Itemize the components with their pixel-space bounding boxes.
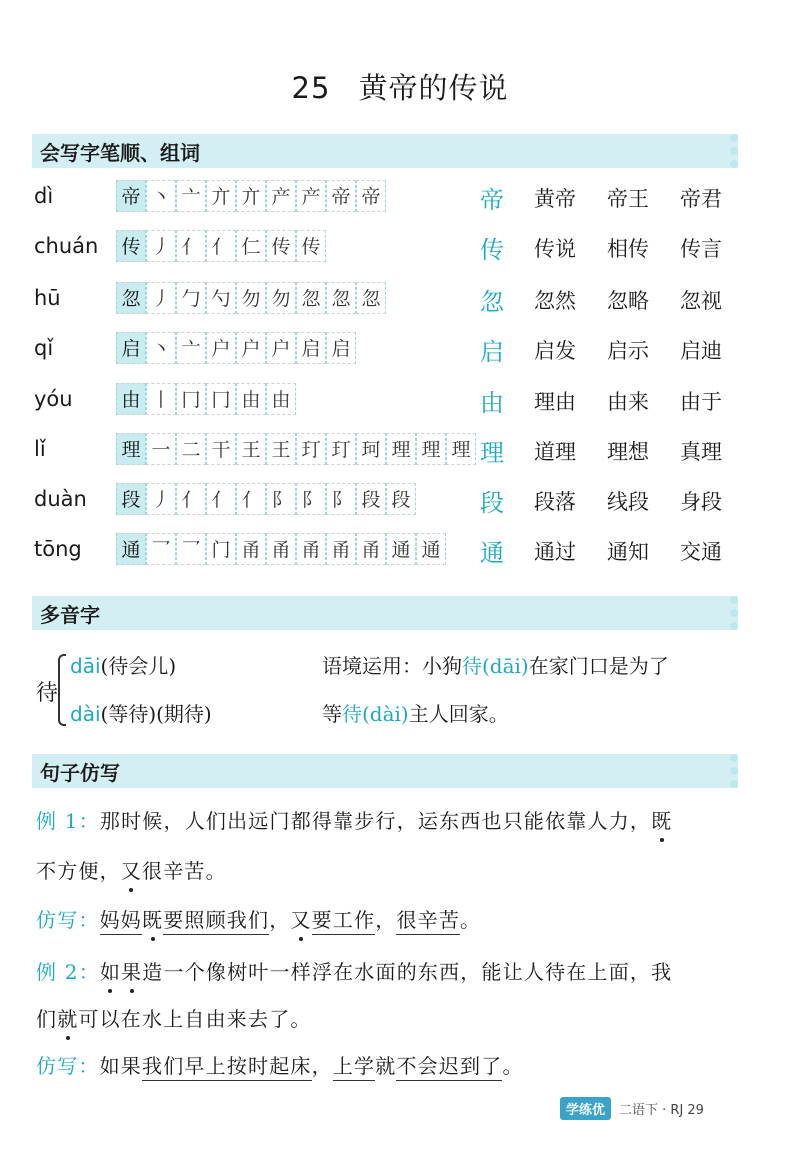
stroke-step: 亻 xyxy=(206,483,236,515)
reading-1-pinyin: dāi xyxy=(70,654,101,678)
word: 传说 xyxy=(534,237,576,261)
character-pinyin: duàn xyxy=(34,487,87,511)
example-1-line-2 xyxy=(36,855,227,884)
stroke-step: 忽 xyxy=(326,282,356,314)
stroke-step: 丶 xyxy=(146,332,176,364)
stroke-step: 阝 xyxy=(296,483,326,515)
stroke-target-char: 启 xyxy=(116,332,146,364)
word-group xyxy=(534,335,753,365)
stroke-step: 甬 xyxy=(326,533,356,565)
character-pinyin: dì xyxy=(34,184,54,208)
stroke-step: 理 xyxy=(416,433,446,465)
word: 身段 xyxy=(680,490,722,514)
character-large: 启 xyxy=(480,338,504,366)
stroke-step: 亻 xyxy=(206,230,236,262)
example-2-line-2 xyxy=(36,1003,312,1032)
lesson-number: 25 xyxy=(291,71,331,105)
stroke-step: 传 xyxy=(296,230,326,262)
word: 真理 xyxy=(680,440,722,464)
punct: ， xyxy=(311,1054,333,1078)
imitation-1-answer: 很辛苦 xyxy=(396,908,460,935)
stroke-step: 玎 xyxy=(326,433,356,465)
example-1-text: 很辛苦。 xyxy=(142,859,227,883)
keyword-ru: 如 xyxy=(99,960,122,984)
stroke-order xyxy=(116,180,386,212)
character-pinyin: chuán xyxy=(34,234,99,258)
word: 启迪 xyxy=(680,339,722,363)
stroke-step: 通 xyxy=(386,533,416,565)
stroke-step: 勿 xyxy=(236,282,266,314)
keyword-ji: 既 xyxy=(651,809,673,833)
imitation-2-text: 就 xyxy=(375,1054,397,1078)
word: 通过 xyxy=(534,540,576,564)
stroke-step: 传 xyxy=(266,230,296,262)
stroke-target-char: 忽 xyxy=(116,282,146,314)
section-writing xyxy=(32,134,738,168)
word: 启示 xyxy=(607,339,649,363)
character-row xyxy=(0,533,800,573)
keyword-jiu: 就 xyxy=(57,1007,79,1031)
stroke-step: 产 xyxy=(266,180,296,212)
stroke-step: 玎 xyxy=(296,433,326,465)
punct: 。 xyxy=(502,1054,524,1078)
keyword-you: 又 xyxy=(120,859,143,883)
stroke-step: 忽 xyxy=(356,282,386,314)
stroke-order xyxy=(116,332,356,364)
word: 帝王 xyxy=(607,187,649,211)
polyphone-reading-2 xyxy=(70,698,212,727)
character-row xyxy=(0,282,800,322)
section-writing-title: 会写字笔顺、组词 xyxy=(40,141,200,165)
stroke-step: 仁 xyxy=(236,230,266,262)
word: 由来 xyxy=(607,390,649,414)
stroke-step: 户 xyxy=(236,332,266,364)
stroke-step: 亻 xyxy=(176,230,206,262)
stroke-target-char: 段 xyxy=(116,483,146,515)
stroke-step: 甬 xyxy=(266,533,296,565)
punct: ， xyxy=(269,908,291,932)
keyword-guo: 果 xyxy=(121,960,143,984)
word: 理由 xyxy=(534,390,576,414)
stroke-step: 段 xyxy=(386,483,416,515)
word: 交通 xyxy=(680,540,722,564)
word: 道理 xyxy=(534,440,576,464)
example-2-label: 例 2： xyxy=(36,960,100,984)
word: 忽然 xyxy=(534,289,576,313)
section-imitation xyxy=(32,754,738,788)
stroke-step: 门 xyxy=(206,533,236,565)
stroke-step: 由 xyxy=(236,383,266,415)
usage-highlight-1: 待(dāi) xyxy=(462,654,529,678)
word-group xyxy=(534,486,753,516)
keyword-you: 又 xyxy=(290,908,312,932)
page-info: 二语下 · RJ 29 xyxy=(619,1103,704,1118)
stroke-step: 亠 xyxy=(176,332,206,364)
stroke-step: 亻 xyxy=(176,483,206,515)
imitation-2-answer: 我们早上按时起床 xyxy=(142,1054,312,1081)
word: 由于 xyxy=(680,390,722,414)
character-large: 忽 xyxy=(480,288,504,316)
imitation-1-label: 仿写： xyxy=(36,908,100,932)
character-row xyxy=(0,180,800,220)
word-group xyxy=(534,285,753,315)
imitation-2-answer: 上学 xyxy=(333,1054,375,1081)
stroke-step: 阝 xyxy=(326,483,356,515)
stroke-order xyxy=(116,433,476,465)
stroke-order xyxy=(116,483,416,515)
example-1-label: 例 1： xyxy=(36,809,100,833)
usage-text: 小狗 xyxy=(422,654,462,678)
polyphone-reading-1 xyxy=(70,650,176,679)
word: 忽视 xyxy=(680,289,722,313)
word-group xyxy=(534,386,753,416)
stroke-step: 乛 xyxy=(146,533,176,565)
stroke-order xyxy=(116,533,446,565)
stroke-step: 理 xyxy=(446,433,476,465)
stroke-step: 忽 xyxy=(296,282,326,314)
character-pinyin: yóu xyxy=(34,387,73,411)
word-group xyxy=(534,436,753,466)
character-pinyin: hū xyxy=(34,286,61,310)
character-large: 通 xyxy=(480,539,504,567)
imitation-2-answer: 不会迟到了 xyxy=(396,1054,502,1081)
word: 线段 xyxy=(607,490,649,514)
polyphone-bracket xyxy=(58,654,66,726)
stroke-order xyxy=(116,282,386,314)
stroke-step: 启 xyxy=(296,332,326,364)
stroke-target-char: 传 xyxy=(116,230,146,262)
stroke-step: 乛 xyxy=(176,533,206,565)
stroke-step: 丿 xyxy=(146,282,176,314)
usage-label: 语境运用： xyxy=(322,654,422,678)
reading-2-words: (等待)(期待) xyxy=(100,702,212,726)
stroke-step: 王 xyxy=(266,433,296,465)
example-1-text: 那时候，人们出远门都得靠步行，运东西也只能依靠人力， xyxy=(99,809,652,833)
polyphone-usage-line-1 xyxy=(322,650,669,679)
word-group xyxy=(534,536,753,566)
stroke-step: 珂 xyxy=(356,433,386,465)
reading-1-words: (待会儿) xyxy=(100,654,177,678)
example-1-line-1 xyxy=(36,805,672,834)
stroke-step: 王 xyxy=(236,433,266,465)
stroke-step: 干 xyxy=(206,433,236,465)
stroke-step: 冂 xyxy=(176,383,206,415)
character-large: 段 xyxy=(480,489,504,517)
section-imitation-title: 句子仿写 xyxy=(40,761,120,785)
stroke-step: 丶 xyxy=(146,180,176,212)
character-pinyin: qǐ xyxy=(34,336,54,360)
word-group xyxy=(534,233,753,263)
imitation-2-label: 仿写： xyxy=(36,1054,100,1078)
imitation-1-answer: 要照顾我们 xyxy=(163,908,269,935)
example-2-line-1 xyxy=(36,956,672,985)
polyphone-char: 待 xyxy=(36,681,59,706)
stroke-step: 二 xyxy=(176,433,206,465)
punct: 。 xyxy=(460,908,482,932)
stroke-step: 由 xyxy=(266,383,296,415)
imitation-1-answer: 妈妈 xyxy=(100,908,142,935)
lesson-name: 黄帝的传说 xyxy=(358,71,509,105)
stroke-step: 亻 xyxy=(236,483,266,515)
stroke-step: 甬 xyxy=(356,533,386,565)
stroke-order xyxy=(116,230,326,262)
character-row xyxy=(0,332,800,372)
word-group xyxy=(534,183,753,213)
stroke-target-char: 理 xyxy=(116,433,146,465)
character-pinyin: lǐ xyxy=(34,437,46,461)
stroke-step: 户 xyxy=(266,332,296,364)
stroke-step: 勹 xyxy=(176,282,206,314)
word: 传言 xyxy=(680,237,722,261)
imitation-1-answer: 要工作 xyxy=(312,908,376,935)
usage-text: 等 xyxy=(322,702,342,726)
word: 段落 xyxy=(534,490,576,514)
imitation-2-text: 如果 xyxy=(99,1054,143,1078)
usage-highlight-2: 待(dài) xyxy=(342,702,409,726)
stroke-step: 帝 xyxy=(356,180,386,212)
stroke-step: 冂 xyxy=(206,383,236,415)
character-row xyxy=(0,230,800,270)
stroke-step: 启 xyxy=(326,332,356,364)
word: 理想 xyxy=(607,440,649,464)
stroke-step: 甬 xyxy=(296,533,326,565)
word: 帝君 xyxy=(680,187,722,211)
stroke-step: 通 xyxy=(416,533,446,565)
section-polyphone xyxy=(32,596,738,630)
stroke-step: 勿 xyxy=(266,282,296,314)
stroke-step: 丨 xyxy=(146,383,176,415)
stroke-step: 丿 xyxy=(146,230,176,262)
stroke-step: 阝 xyxy=(266,483,296,515)
character-large: 理 xyxy=(480,439,504,467)
section-polyphone-title: 多音字 xyxy=(40,603,100,627)
word: 黄帝 xyxy=(534,187,576,211)
example-1-text: 不方便， xyxy=(36,859,121,883)
stroke-step: 丿 xyxy=(146,483,176,515)
word: 启发 xyxy=(534,339,576,363)
stroke-step: 理 xyxy=(386,433,416,465)
stroke-step: 一 xyxy=(146,433,176,465)
stroke-step: 亣 xyxy=(206,180,236,212)
reading-2-pinyin: dài xyxy=(70,702,101,726)
usage-text: 主人回家。 xyxy=(408,702,509,726)
character-large: 由 xyxy=(480,389,504,417)
usage-text: 在家门口是为了 xyxy=(528,654,669,678)
stroke-step: 亣 xyxy=(236,180,266,212)
stroke-step: 户 xyxy=(206,332,236,364)
stroke-target-char: 由 xyxy=(116,383,146,415)
stroke-step: 帝 xyxy=(326,180,356,212)
stroke-target-char: 帝 xyxy=(116,180,146,212)
brand-logo: 学练优 xyxy=(560,1097,611,1120)
word: 通知 xyxy=(607,540,649,564)
imitation-1 xyxy=(36,904,481,933)
page-footer xyxy=(560,1097,704,1120)
stroke-step: 甬 xyxy=(236,533,266,565)
imitation-2 xyxy=(36,1050,524,1079)
character-row xyxy=(0,383,800,423)
character-row xyxy=(0,433,800,473)
character-row xyxy=(0,483,800,523)
character-pinyin: tōng xyxy=(34,537,82,561)
character-large: 传 xyxy=(480,236,504,264)
example-2-text: 造一个像树叶一样浮在水面的东西，能让人待在上面，我 xyxy=(142,960,673,984)
character-large: 帝 xyxy=(480,186,504,214)
lesson-title xyxy=(0,66,800,107)
word: 忽略 xyxy=(607,289,649,313)
stroke-target-char: 通 xyxy=(116,533,146,565)
example-2-text: 可以在水上自由来去了。 xyxy=(78,1007,312,1031)
stroke-step: 勺 xyxy=(206,282,236,314)
polyphone-usage-line-2 xyxy=(322,698,509,727)
keyword-ji: 既 xyxy=(142,908,164,932)
stroke-order xyxy=(116,383,296,415)
word: 相传 xyxy=(607,237,649,261)
stroke-step: 产 xyxy=(296,180,326,212)
example-2-text: 们 xyxy=(36,1007,58,1031)
stroke-step: 亠 xyxy=(176,180,206,212)
punct: ， xyxy=(375,908,397,932)
stroke-step: 段 xyxy=(356,483,386,515)
